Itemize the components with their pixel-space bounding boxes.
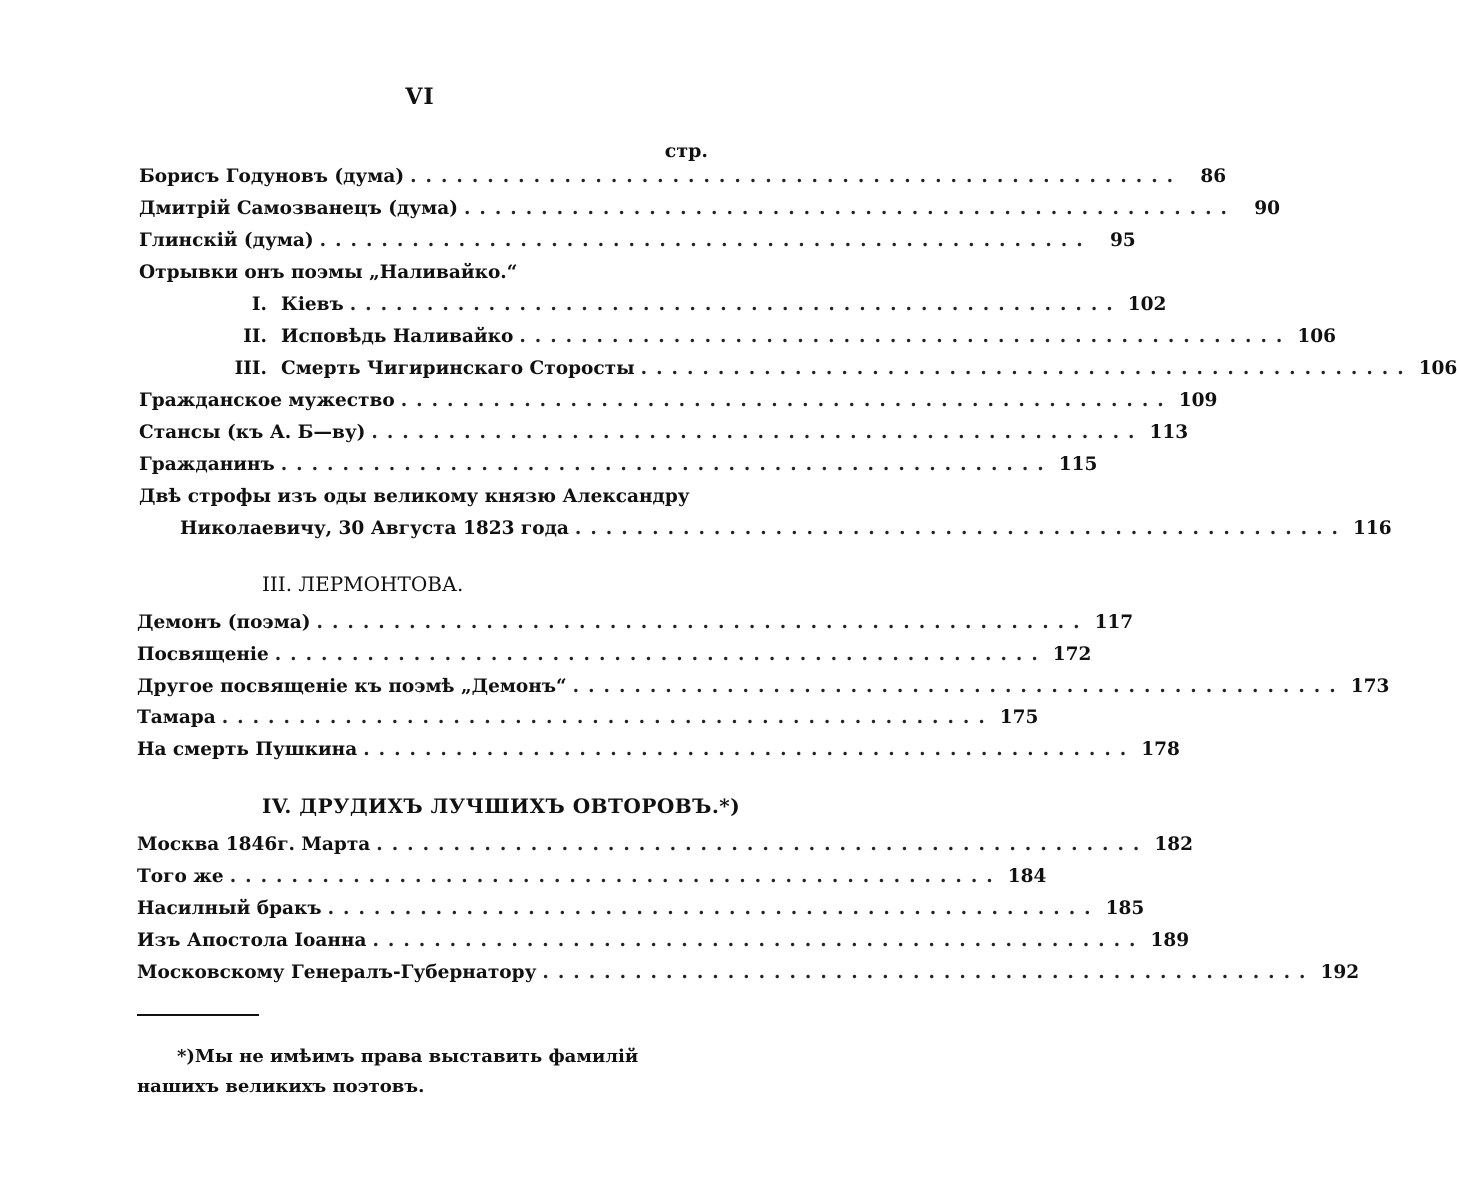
entry-page: 106 [1418, 358, 1457, 379]
entry-title: На смерть Пушкина [137, 739, 358, 760]
leader-dots: .................................................. [574, 518, 1347, 539]
toc-entry [139, 422, 1189, 450]
footnote: *)Мы не имѣимъ права выставить фамилій нашихъ великихъ поэтовъ. [137, 1046, 639, 1097]
entry-page: 113 [1149, 422, 1189, 443]
entry-title: Глинскій (дума) [139, 230, 314, 251]
entry-title: Кіевъ [281, 294, 344, 315]
leader-dots: .................................................. [519, 326, 1292, 347]
leader-dots: .................................................. [463, 198, 1236, 219]
toc-entry [139, 390, 1218, 418]
toc-entry [139, 166, 1227, 194]
entry-title: Стансы (къ А. Б—ву) [139, 422, 366, 443]
leader-dots: .................................................. [327, 898, 1100, 919]
leader-dots: .................................................. [400, 390, 1173, 411]
leader-dots: .................................................. [363, 739, 1136, 760]
leader-dots: .................................................. [229, 866, 1002, 887]
toc-subentry [139, 326, 1336, 354]
leader-dots: .................................................. [280, 454, 1053, 475]
entry-page: 115 [1058, 454, 1098, 475]
toc-entry [180, 518, 1392, 546]
entry-page: 173 [1350, 676, 1390, 697]
entry-page: 102 [1127, 294, 1167, 315]
toc-entry [139, 454, 1098, 482]
leader-dots: .................................................. [221, 707, 994, 728]
leader-dots: .................................................. [372, 930, 1145, 951]
entry-title: Дмитрій Самозванецъ (дума) [139, 198, 458, 219]
entry-page: 189 [1150, 930, 1190, 951]
entry-title: Насилный бракъ [137, 898, 322, 919]
leader-dots: .................................................. [572, 676, 1345, 697]
entry-page: 106 [1297, 326, 1336, 347]
entry-title: Гражданинъ [139, 454, 275, 475]
entry-title: Посвященіе [137, 644, 269, 665]
toc-entry [137, 644, 1092, 672]
toc-entry [137, 866, 1047, 894]
entry-title: Смерть Чигиринскаго Сторосты [281, 358, 635, 379]
entry-title: Борисъ Годуновъ (дума) [139, 166, 405, 187]
leader-dots: .................................................. [376, 834, 1149, 855]
entry-title: Другое посвященіе къ поэмѣ „Демонъ“ [137, 676, 567, 697]
entry-page: 182 [1154, 834, 1193, 855]
footnote-rule [137, 1014, 259, 1016]
entry-title: Того же [137, 866, 224, 887]
page-number: VI [405, 84, 435, 110]
toc-entry [137, 930, 1190, 958]
leader-dots: .................................................. [542, 962, 1315, 983]
leader-dots: .................................................. [371, 422, 1144, 443]
entry-title: Исповѣдь Наливайко [281, 326, 514, 347]
roman-numeral: I. [251, 294, 267, 315]
toc-entry [137, 962, 1360, 990]
entry-page: 95 [1109, 230, 1136, 251]
entry-page: 175 [999, 707, 1039, 728]
toc-entry [139, 198, 1280, 226]
section-heading: III. ЛЕРМОНТОВА. [262, 572, 464, 596]
leader-dots: .................................................. [640, 358, 1413, 379]
leader-dots: .................................................. [410, 166, 1183, 187]
entry-page: 109 [1178, 390, 1218, 411]
entry-page: 116 [1352, 518, 1392, 539]
toc-entry [137, 676, 1390, 704]
toc-entry [139, 230, 1136, 258]
leader-dots: .................................................. [319, 230, 1092, 251]
leader-dots: .................................................. [316, 612, 1089, 633]
entry-page: 117 [1094, 612, 1134, 633]
page-column-header: стр. [664, 140, 708, 162]
toc-group-title: Отрывки онъ поэмы „Наливайко.“ [139, 262, 518, 283]
toc-subentry [139, 294, 1167, 322]
entry-title: Гражданское мужество [139, 390, 395, 411]
entry-page: 86 [1200, 166, 1227, 187]
leader-dots: .................................................. [349, 294, 1122, 315]
roman-numeral: III. [234, 358, 267, 379]
roman-numeral: II. [243, 326, 267, 347]
entry-page: 90 [1254, 198, 1280, 219]
entry-title: Николаевичу, 30 Августа 1823 года [180, 518, 569, 539]
entry-page: 192 [1320, 962, 1360, 983]
toc-subentry [139, 358, 1457, 386]
section-heading: IV. ДРУДИХЪ ЛУЧШИХЪ ОВТОРОВЪ.*) [262, 794, 741, 818]
toc-entry [137, 707, 1039, 735]
entry-page: 184 [1007, 866, 1047, 887]
entry-title: Москва 1846г. Марта [137, 834, 371, 855]
entry-page: 185 [1105, 898, 1145, 919]
toc-entry [137, 834, 1193, 862]
leader-dots: .................................................. [274, 644, 1047, 665]
toc-entry-line1: Двѣ строфы изъ оды великому князю Александру [139, 486, 690, 507]
toc-entry [137, 612, 1134, 640]
entry-title: Демонъ (поэма) [137, 612, 311, 633]
entry-page: 178 [1141, 739, 1180, 760]
entry-title: Московскому Генералъ-Губернатору [137, 962, 537, 983]
entry-title: Тамара [137, 707, 216, 728]
toc-entry [137, 739, 1180, 767]
toc-entry [137, 898, 1145, 926]
entry-title: Изъ Апостола Іоанна [137, 930, 367, 951]
entry-page: 172 [1052, 644, 1092, 665]
